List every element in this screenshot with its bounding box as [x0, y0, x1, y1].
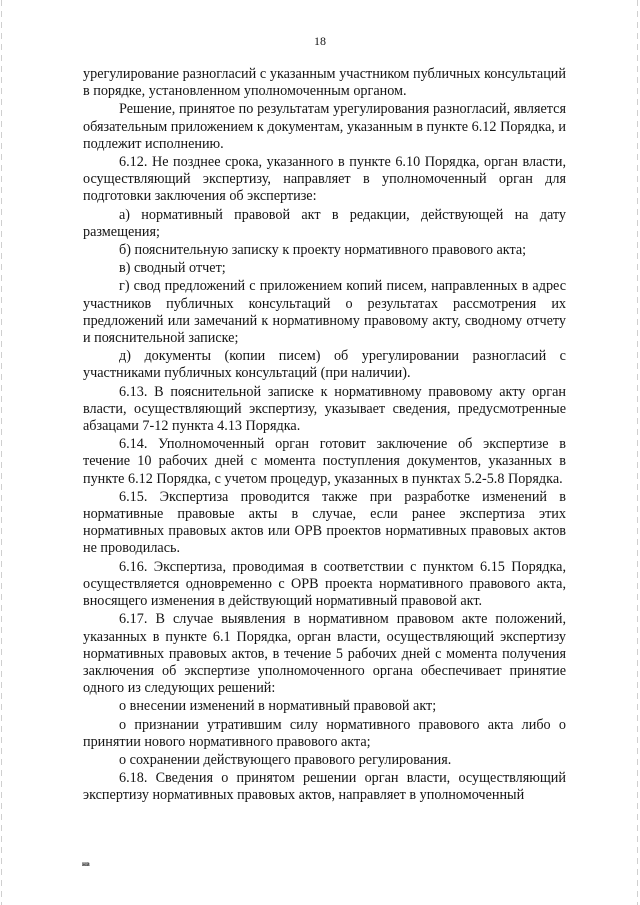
scan-edge-left: [1, 0, 2, 905]
paragraph: д) документы (копии писем) об урегулировании разногласий с участниками публичных консультаций (при наличии).: [83, 348, 566, 382]
footer-initials: нв: [82, 860, 90, 868]
paragraph: Решение, принятое по результатам урегулирования разногласий, является обязательным приложением к документам, указанным в пункте 6.12 Порядка, и подлежит исполнению.: [83, 101, 566, 152]
paragraph: 6.16. Экспертиза, проводимая в соответствии с пунктом 6.15 Порядка, осуществляется одновременно с ОРВ проекта нормативного правового акта, вносящего изменения в действующий нормативный правовой акт.: [83, 558, 566, 610]
page-number: 18: [314, 34, 326, 48]
scan-edge-right: [637, 0, 638, 905]
paragraph: 6.18. Сведения о принятом решении орган власти, осуществляющий экспертизу нормативных правовых актов, направляет в уполномоченный: [83, 770, 566, 804]
paragraph: а) нормативный правовой акт в редакции, действующей на дату размещения;: [83, 206, 566, 240]
paragraph: урегулирование разногласий с указанным участником публичных консультаций в порядке, установленном уполномоченным органом.: [83, 66, 566, 100]
paragraph: 6.15. Экспертиза проводится также при разработке изменений в нормативные правовые акты в случае, если ранее экспертиза этих нормативных правовых актов или ОРВ проектов нормативных правовых актов не проводилась.: [83, 488, 566, 557]
paragraph: о признании утратившим силу нормативного правового акта либо о принятии нового нормативного правового акта;: [83, 716, 566, 750]
paragraph: 6.17. В случае выявления в нормативном правовом акте положений, указанных в пункте 6.1 Порядка, орган власти, осуществляющий экспертизу нормативных правовых актов, в течение 5 рабочих дней с момента получения заключения об экспертизе уполномоченного органа обеспечивает принятие одного из следующих решений:: [83, 611, 566, 697]
paragraph: 6.14. Уполномоченный орган готовит заключение об экспертизе в течение 10 рабочих дней с момента поступления документов, указанных в пункте 6.12 Порядка, с учетом процедур, указанных в пунктах 5.2-5.8 Порядка.: [83, 436, 566, 487]
paragraph: б) пояснительную записку к проекту нормативного правового акта;: [119, 242, 527, 259]
paragraph: в) сводный отчет;: [119, 260, 226, 277]
paragraph: о сохранении действующего правового регулирования.: [119, 751, 452, 768]
paragraph: г) свод предложений с приложением копий писем, направленных в адрес участников публичных консультаций о результатах рассмотрения их предложений или замечаний к нормативному правовому акту, сводному отчету и пояснительной записке;: [83, 278, 566, 347]
paragraph: 6.13. В пояснительной записке к нормативному правовому акту орган власти, осуществляющий экспертизу, указывает сведения, предусмотренные абзацами 7-12 пункта 4.13 Порядка.: [83, 383, 566, 435]
paragraph: 6.12. Не позднее срока, указанного в пункте 6.10 Порядка, орган власти, осуществляющий экспертизу, направляет в уполномоченный орган для подготовки заключения об экспертизе:: [83, 154, 566, 205]
paragraph: о внесении изменений в нормативный правовой акт;: [119, 698, 437, 715]
document-body: [83, 66, 566, 806]
